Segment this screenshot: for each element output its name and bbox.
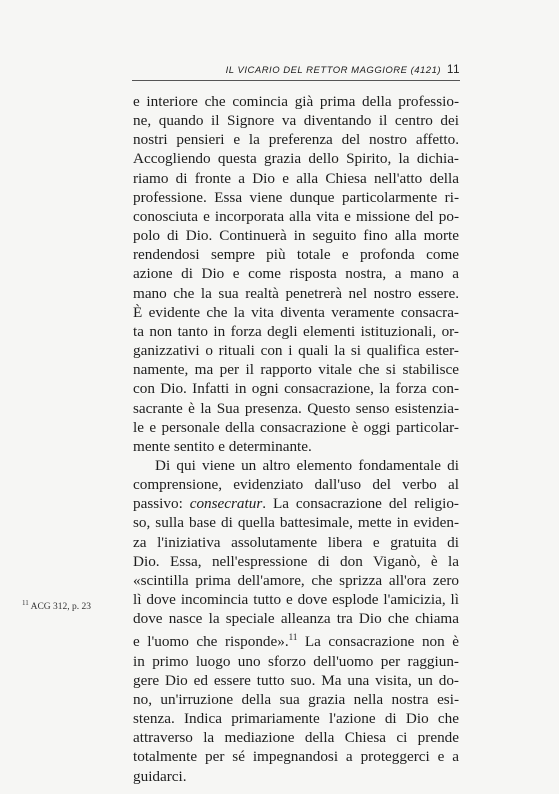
text-fragment: . La consacrazione del religio- — [262, 495, 459, 513]
text-line: ganizzativi o rituali con i quali la si qualifica ester- — [133, 342, 459, 360]
text-line: sacrante è la Sua presenza. Questo senso esistenzia- — [133, 399, 459, 417]
text-line: conosciuta e incorporata alla vita e missione del po- — [133, 207, 459, 225]
text-line: mente sentito e determinante. — [133, 437, 312, 455]
text-line: le e personale della consacrazione è oggi particolar- — [133, 418, 459, 436]
text-line-with-footnote-ref — [133, 628, 459, 651]
text-line: Di qui viene un altro elemento fondamentale di — [155, 456, 459, 474]
text-line: e interiore che comincia già prima della professio- — [133, 93, 459, 110]
text-line: so, sulla base di quella battesimale, mette in eviden- — [133, 514, 459, 532]
text-line: attraverso la mediazione della Chiesa ci prende — [133, 729, 459, 747]
text-line: za l'iniziativa assolutamente libera e gratuita di — [133, 533, 459, 551]
text-fragment: La consacrazione non è — [297, 633, 459, 651]
text-line: «scintilla prima dell'amore, che sprizza all'ora zero — [133, 571, 459, 589]
text-line: ta non tanto in forza degli elementi istituzionali, or- — [133, 322, 459, 340]
text-line: riamo di fronte a Dio e alla Chiesa nell'atto della — [133, 169, 459, 187]
text-line: no, un'irruzione della sua grazia nella nostra esi- — [133, 690, 459, 708]
text-line-with-latin — [133, 494, 459, 513]
text-line: dove nasce la speciale alleanza tra Dio che chiama — [133, 610, 459, 628]
text-fragment: passivo: — [133, 495, 190, 513]
footnote-number: 11 — [22, 599, 29, 607]
text-line: mano che la sua realtà penetrerà nel nostro essere. — [133, 284, 459, 302]
text-line: con Dio. Infatti in ogni consacrazione, la forza con- — [133, 380, 459, 398]
running-title: IL VICARIO DEL RETTOR MAGGIORE (4121) — [225, 65, 442, 76]
footnote-text: ACG 312, p. 23 — [30, 602, 92, 613]
text-line: in primo luogo uno sforzo dell'uomo per raggiun- — [133, 652, 459, 670]
text-line: Accogliendo questa grazia dello Spirito, la dichia- — [133, 150, 459, 168]
text-line: Dio. Essa, nell'espressione di don Viganò, è la — [133, 552, 459, 570]
text-line: ne, quando il Signore va diventando il centro dei — [133, 112, 459, 130]
text-line: namente, ma per il rapporto vitale che si stabilisce — [133, 361, 459, 379]
text-line: totalmente per sé impegnandosi a proteggerci e a — [133, 748, 459, 766]
running-header — [130, 64, 460, 76]
body-text — [133, 92, 459, 786]
text-line: professione. Essa viene dunque particolarmente ri- — [133, 188, 459, 206]
text-line: rendendosi sempre più totale e profonda come — [133, 246, 459, 264]
text-line: lì dove incomincia tutto e dove esplode l'amicizia, lì — [133, 591, 459, 609]
text-line: comprensione, evidenziato dall'uso del verbo al — [133, 476, 459, 494]
text-line: azione di Dio e come risposta nostra, a mano a — [133, 265, 459, 283]
text-line: È evidente che la vita diventa veramente consacra- — [133, 303, 459, 321]
text-line: guidarci. — [133, 767, 187, 785]
footnote-reference: 11 — [288, 632, 298, 643]
text-line: nostri pensieri e la preferenza del nostro affetto. — [133, 131, 459, 149]
text-fragment: e l'uomo che risponde». — [133, 633, 289, 651]
margin-footnote — [22, 599, 91, 612]
text-line: polo di Dio. Continuerà in seguito fino alla morte — [133, 227, 459, 245]
latin-term: consecratur — [189, 495, 263, 513]
text-line: gere Dio ed essere tutto suo. Ma una visita, un do- — [133, 671, 459, 689]
header-rule — [132, 80, 460, 81]
text-line: stenza. Indica primariamente l'azione di Dio che — [133, 710, 459, 728]
page-number: 11 — [447, 64, 460, 76]
